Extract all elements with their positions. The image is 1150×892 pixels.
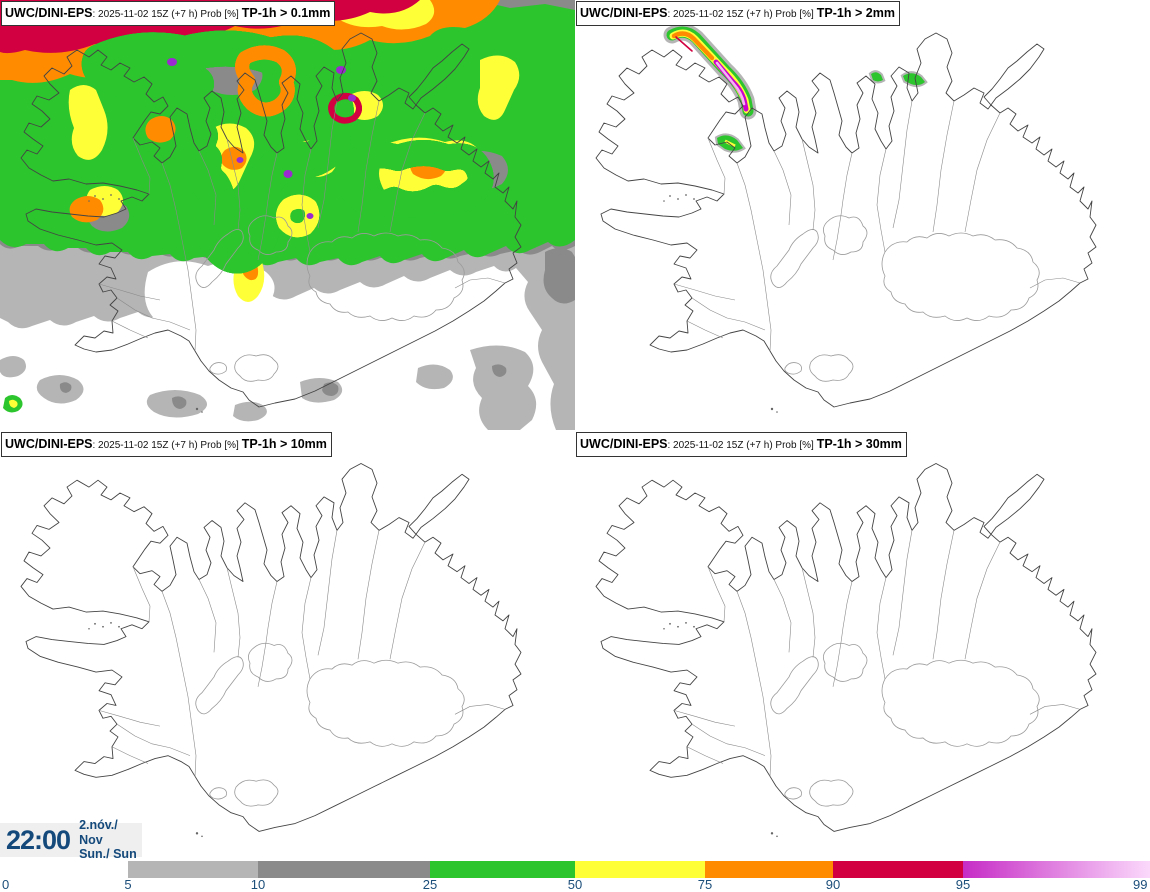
colorbar-tick: 95 [955, 877, 971, 892]
threshold-label: TP-1h > 30mm [816, 437, 902, 451]
run-meta: : 2025-11-02 15Z (+7 h) Prob [%] [667, 440, 814, 451]
colorbar-tick: 90 [825, 877, 841, 892]
panel-tp-2mm [575, 0, 1150, 431]
threshold-label: TP-1h > 0.1mm [241, 6, 331, 20]
colorbar-segment [705, 861, 833, 878]
panel-title [576, 432, 907, 457]
panel-title [1, 432, 332, 457]
model-label: UWC/DINI-EPS [580, 437, 668, 451]
panel-tp-30mm [575, 431, 1150, 855]
panel-tp-10mm [0, 431, 575, 855]
run-meta: : 2025-11-02 15Z (+7 h) Prob [%] [667, 9, 814, 20]
run-meta: : 2025-11-02 15Z (+7 h) Prob [%] [92, 9, 239, 20]
colorbar-footer [0, 855, 1150, 891]
colorbar-tick: 99 [1132, 877, 1148, 892]
iceland-basemap [575, 0, 1150, 431]
colorbar-segment [258, 861, 430, 878]
panel-tp-0p1mm [0, 0, 575, 431]
iceland-basemap [0, 431, 575, 855]
valid-time: 22:00 [6, 824, 71, 855]
colorbar-tick: 75 [697, 877, 713, 892]
model-label: UWC/DINI-EPS [580, 6, 668, 20]
valid-date-line1: 2.nóv./ Nov [79, 818, 118, 847]
colorbar-tick: 25 [422, 877, 438, 892]
valid-time-box [0, 818, 142, 862]
probability-colorbar [128, 861, 1150, 878]
threshold-label: TP-1h > 10mm [241, 437, 327, 451]
iceland-basemap [575, 431, 1150, 855]
valid-date-line2: Sun./ Sun [79, 847, 137, 862]
iceland-basemap [0, 0, 575, 431]
colorbar-segment [575, 861, 705, 878]
panel-title [576, 1, 900, 26]
colorbar-tick: 10 [250, 877, 266, 892]
run-meta: : 2025-11-02 15Z (+7 h) Prob [%] [92, 440, 239, 451]
colorbar-tick: 0 [2, 877, 10, 892]
colorbar-segment [833, 861, 963, 878]
colorbar-tick: 50 [567, 877, 583, 892]
valid-date [79, 818, 138, 861]
panel-title [1, 1, 335, 26]
colorbar-segment [128, 861, 258, 878]
colorbar-segment [430, 861, 575, 878]
colorbar-tick: 5 [124, 877, 132, 892]
model-label: UWC/DINI-EPS [5, 437, 93, 451]
colorbar-segment-gradient [963, 861, 1150, 878]
model-label: UWC/DINI-EPS [5, 6, 93, 20]
threshold-label: TP-1h > 2mm [816, 6, 895, 20]
